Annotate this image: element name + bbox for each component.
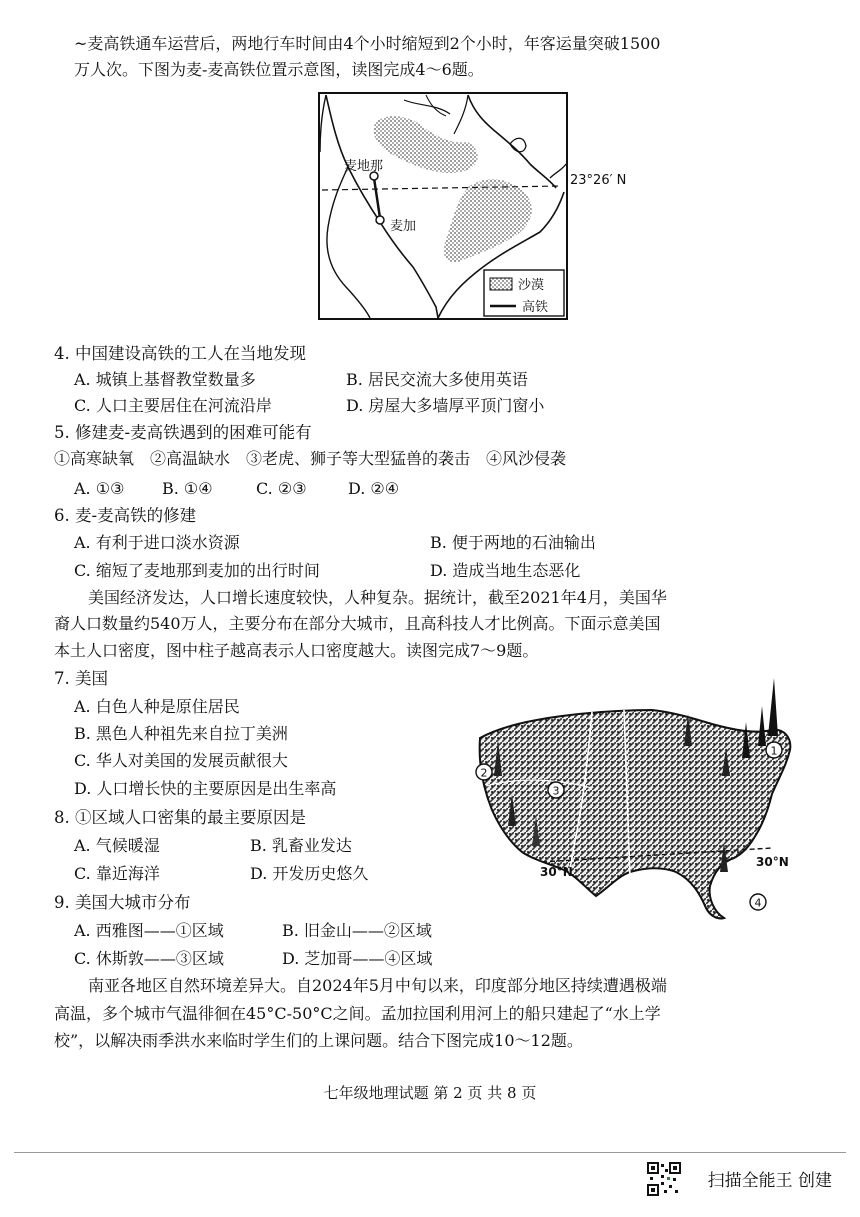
qr-code-icon: [647, 1162, 681, 1196]
q5-option-b: B. ①④: [162, 479, 213, 498]
intro2-line3: 本土人口密度，图中柱子越高表示人口密度越大。读图完成7～9题。: [54, 641, 539, 660]
region-label-3: 3: [552, 784, 560, 798]
q9-stem: 9. 美国大城市分布: [54, 893, 191, 912]
q4-option-c: C. 人口主要居住在河流沿岸: [74, 396, 272, 415]
intro3-line2: 高温，多个城市气温徘徊在45°C-50°C之间。孟加拉国利用河上的船只建起了“水上学: [54, 1004, 661, 1023]
q5-stem: 5. 修建麦-麦高铁遇到的困难可能有: [54, 423, 312, 442]
intro2-line1: 美国经济发达，人口增长速度较快，人种复杂。据统计，截至2021年4月，美国华: [88, 588, 667, 607]
q6-option-c: C. 缩短了麦地那到麦加的出行时间: [74, 561, 320, 580]
region-label-4: 4: [754, 896, 762, 910]
q7-option-c: C. 华人对美国的发展贡献很大: [74, 751, 288, 770]
divider: [14, 1152, 846, 1153]
legend-rail-label: 高铁: [522, 300, 549, 315]
tropic-lat-label: 23°26′ N: [570, 173, 627, 188]
intro3-line3: 校”，以解决雨季洪水来临时学生们的上课问题。结合下图完成10～12题。: [54, 1031, 583, 1050]
q6-option-d: D. 造成当地生态恶化: [430, 561, 581, 580]
q8-option-b: B. 乳畜业发达: [250, 836, 352, 855]
city-label-medina: 麦地那: [344, 159, 384, 174]
q6-stem: 6. 麦-麦高铁的修建: [54, 506, 197, 525]
q5-option-c: C. ②③: [256, 479, 307, 498]
intro1-line1: ~麦高铁通车运营后，两地行车时间由4个小时缩短到2个小时，年客运量突破1500: [74, 34, 661, 53]
q8-option-a: A. 气候暖湿: [74, 836, 160, 855]
q8-option-c: C. 靠近海洋: [74, 864, 160, 883]
q6-option-b: B. 便于两地的石油输出: [430, 533, 596, 552]
q9-option-c: C. 休斯敦——③区域: [74, 949, 224, 968]
q4-option-b: B. 居民交流大多使用英语: [346, 370, 528, 389]
q9-option-b: B. 旧金山——②区域: [282, 921, 432, 940]
q9-option-a: A. 西雅图——①区域: [74, 921, 224, 940]
q8-option-d: D. 开发历史悠久: [250, 864, 369, 883]
q4-option-a: A. 城镇上基督教堂数量多: [74, 370, 256, 389]
q9-option-d: D. 芝加哥——④区域: [282, 949, 433, 968]
usa-population-density-map: [472, 676, 812, 922]
region-label-1: 1: [770, 744, 778, 758]
q4-stem: 4. 中国建设高铁的工人在当地发现: [54, 344, 306, 363]
intro3-line1: 南亚各地区自然环境差异大。自2024年5月中旬以来，印度部分地区持续遭遇极端: [88, 976, 667, 995]
intro1-line2: 万人次。下图为麦-麦高铁位置示意图，读图完成4～6题。: [74, 60, 484, 79]
arabia-railway-map: [318, 92, 568, 320]
scanner-watermark: 扫描全能王 创建: [707, 1171, 832, 1191]
q5-items: ①高寒缺氧 ②高温缺水 ③老虎、狮子等大型猛兽的袭击 ④风沙侵袭: [54, 449, 567, 468]
city-label-mecca: 麦加: [390, 219, 417, 234]
q6-option-a: A. 有利于进口淡水资源: [74, 533, 240, 552]
q5-option-a: A. ①③: [74, 479, 125, 498]
q7-stem: 7. 美国: [54, 669, 108, 688]
lat-label-right: 30°N: [756, 855, 789, 869]
q8-stem: 8. ①区域人口密集的最主要原因是: [54, 808, 306, 827]
page-footer: 七年级地理试题 第 2 页 共 8 页: [323, 1084, 537, 1102]
region-label-2: 2: [480, 766, 488, 780]
intro2-line2: 裔人口数量约540万人，主要分布在部分大城市，且高科技人才比例高。下面示意美国: [54, 614, 661, 633]
legend-desert-label: 沙漠: [518, 278, 545, 293]
lat-label-left: 30°N: [540, 865, 573, 879]
q7-option-a: A. 白色人种是原住居民: [74, 697, 240, 716]
q5-option-d: D. ②④: [348, 479, 400, 498]
q7-option-b: B. 黑色人种祖先来自拉丁美洲: [74, 724, 288, 743]
q7-option-d: D. 人口增长快的主要原因是出生率高: [74, 779, 337, 798]
q4-option-d: D. 房屋大多墙厚平顶门窗小: [346, 396, 545, 415]
